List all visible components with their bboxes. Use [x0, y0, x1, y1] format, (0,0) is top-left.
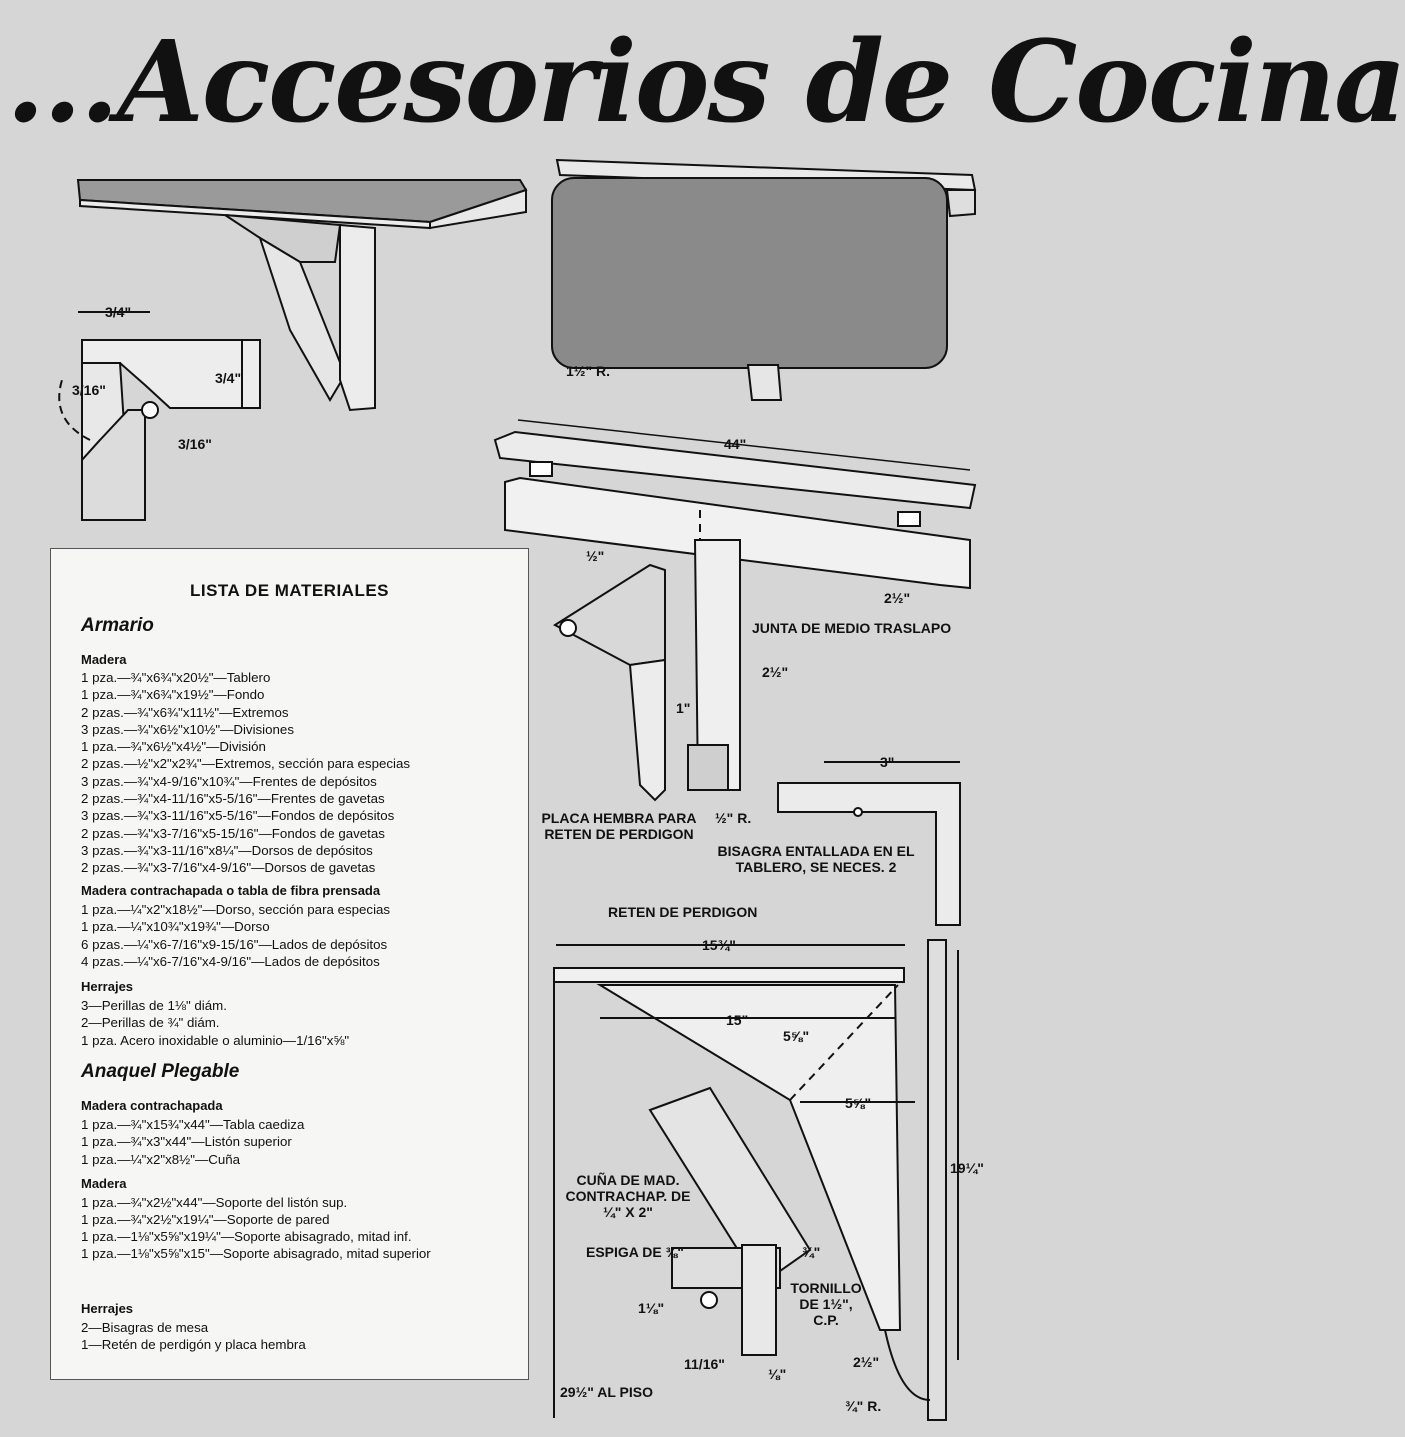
- subsection-title: Madera contrachapada o tabla de fibra prensada: [81, 883, 381, 898]
- dim-label: 1": [676, 700, 691, 716]
- list-item: 2 pzas.—¾"x4-11/16"x5-5/16"—Frentes de gavetas: [81, 791, 385, 807]
- dim-label: 19¼": [950, 1160, 984, 1176]
- callout-label: CUÑA DE MAD. CONTRACHAP. DE ¼" X 2": [565, 1172, 691, 1220]
- page-title: ...Accesorios de Cocina: [6, 17, 1405, 148]
- list-item: 1 pza.—¾"x2½"x19¼"—Soporte de pared: [81, 1212, 330, 1228]
- list-item: 1 pza.—¾"x3"x44"—Listón superior: [81, 1134, 292, 1150]
- dim-label: 3": [880, 754, 895, 770]
- dim-label: 29½" AL PISO: [560, 1384, 654, 1400]
- dim-label: 2½": [853, 1354, 880, 1370]
- list-item: 4 pzas.—¼"x6-7/16"x4-9/16"—Lados de depósitos: [81, 953, 380, 969]
- list-item: 1 pza.—1⅛"x5⅝"x19¼"—Soporte abisagrado, mitad inf.: [81, 1228, 412, 1244]
- list-item: 2 pzas.—¾"x3-7/16"x5-15/16"—Fondos de gavetas: [81, 825, 385, 841]
- dim-label: 15": [726, 1012, 749, 1028]
- dim-label: ½": [586, 548, 605, 564]
- materials-heading: LISTA DE MATERIALES: [189, 581, 389, 600]
- dim-label: 3/4": [215, 370, 242, 386]
- subsection-title: Herrajes: [81, 1301, 134, 1316]
- list-item: 1 pza.—¾"x6¾"x20½"—Tablero: [81, 670, 271, 685]
- list-item: 2 pzas.—½"x2"x2¾"—Extremos, sección para especias: [81, 756, 411, 772]
- dim-label: ¾": [802, 1244, 821, 1260]
- dim-label: 3/16": [178, 436, 212, 452]
- subsection-title: Madera contrachapada: [81, 1098, 223, 1113]
- dim-label: 2½": [762, 664, 789, 680]
- materials-list-armario-contrachapada: [81, 901, 511, 970]
- callout-label: TORNILLO DE 1½", C.P.: [790, 1280, 862, 1328]
- list-item: 1 pza.—¾"x6½"x4½"—División: [81, 739, 266, 755]
- list-item: 2 pzas.—¾"x6¾"x11½"—Extremos: [81, 704, 289, 720]
- dim-label: 3/16": [72, 382, 106, 398]
- callout-label: BISAGRA ENTALLADA EN EL TABLERO, SE NECES. 2: [717, 843, 915, 875]
- list-item: 3 pzas.—¾"x3-11/16"x5-5/16"—Fondos de depósitos: [81, 808, 395, 824]
- materials-list-armario-herrajes: [81, 997, 511, 1049]
- list-item: 2 pzas.—¾"x3-7/16"x4-9/16"—Dorsos de gavetas: [81, 860, 376, 876]
- list-item: 3 pzas.—¾"x6½"x10½"—Divisiones: [81, 721, 294, 737]
- callout-label: ESPIGA DE ⅜": [586, 1244, 684, 1260]
- materials-list-anaquel-madera: [81, 1194, 511, 1263]
- list-item: 1 pza.—¾"x6¾"x19½"—Fondo: [81, 687, 265, 703]
- dim-label: 44": [724, 436, 747, 452]
- list-item: 1 pza.—¾"x2½"x44"—Soporte del listón sup.: [81, 1195, 348, 1210]
- dim-label: ½" R.: [715, 810, 752, 826]
- list-item: 1—Retén de perdigón y placa hembra: [81, 1337, 306, 1353]
- list-item: 1 pza.—¼"x2"x18½"—Dorso, sección para especias: [81, 902, 391, 917]
- callout-label: PLACA HEMBRA PARA RETEN DE PERDIGON: [541, 810, 697, 842]
- callout-label: JUNTA DE MEDIO TRASLAPO: [752, 620, 952, 636]
- callout-label: RETEN DE PERDIGON: [608, 904, 758, 920]
- list-item: 3 pzas.—¾"x4-9/16"x10¾"—Frentes de depósitos: [81, 773, 377, 789]
- dim-label: 11/16": [684, 1356, 725, 1372]
- dim-label: 1½" R.: [566, 363, 610, 379]
- section-title-armario: Armario: [81, 615, 154, 636]
- list-item: 3—Perillas de 1⅛" diám.: [81, 998, 227, 1013]
- materials-list-anaquel-contrachapada: [81, 1116, 511, 1168]
- dim-label: 1⅛": [638, 1300, 665, 1316]
- dim-label: 5⅝": [845, 1095, 872, 1111]
- section-title-anaquel: Anaquel Plegable: [81, 1061, 240, 1082]
- list-item: 1 pza. Acero inoxidable o aluminio—1/16"x⅝": [81, 1032, 350, 1048]
- dim-label: 2½": [884, 590, 911, 606]
- subsection-title: Herrajes: [81, 979, 134, 994]
- dim-label: 3/4": [105, 304, 132, 320]
- dim-label: 5⅝": [783, 1028, 810, 1044]
- list-item: 6 pzas.—¼"x6-7/16"x9-15/16"—Lados de depósitos: [81, 936, 388, 952]
- materials-list-armario-madera: [81, 669, 511, 877]
- dim-label: ⅛": [768, 1366, 787, 1382]
- dim-label: ¾" R.: [845, 1398, 882, 1414]
- materials-list-anaquel-herrajes: [81, 1319, 511, 1354]
- subsection-title: Madera: [81, 652, 127, 667]
- table-folded-illustration: [552, 160, 975, 400]
- list-item: 2—Perillas de ¾" diám.: [81, 1015, 220, 1031]
- subsection-title: Madera: [81, 1176, 127, 1191]
- dim-label: 15¾": [702, 937, 736, 953]
- list-item: 3 pzas.—¾"x3-11/16"x8¼"—Dorsos de depósitos: [81, 842, 373, 858]
- list-item: 1 pza.—¾"x15¾"x44"—Tabla caediza: [81, 1117, 305, 1132]
- list-item: 1 pza.—1⅛"x5⅝"x15"—Soporte abisagrado, mitad superior: [81, 1245, 431, 1261]
- list-item: 2—Bisagras de mesa: [81, 1320, 209, 1335]
- list-item: 1 pza.—¼"x2"x8½"—Cuña: [81, 1151, 241, 1167]
- materials-list-box: [50, 548, 529, 1380]
- list-item: 1 pza.—¼"x10¾"x19¾"—Dorso: [81, 919, 270, 935]
- bracket-post-illustration: [555, 540, 740, 800]
- hinge-section-detail: [59, 312, 260, 520]
